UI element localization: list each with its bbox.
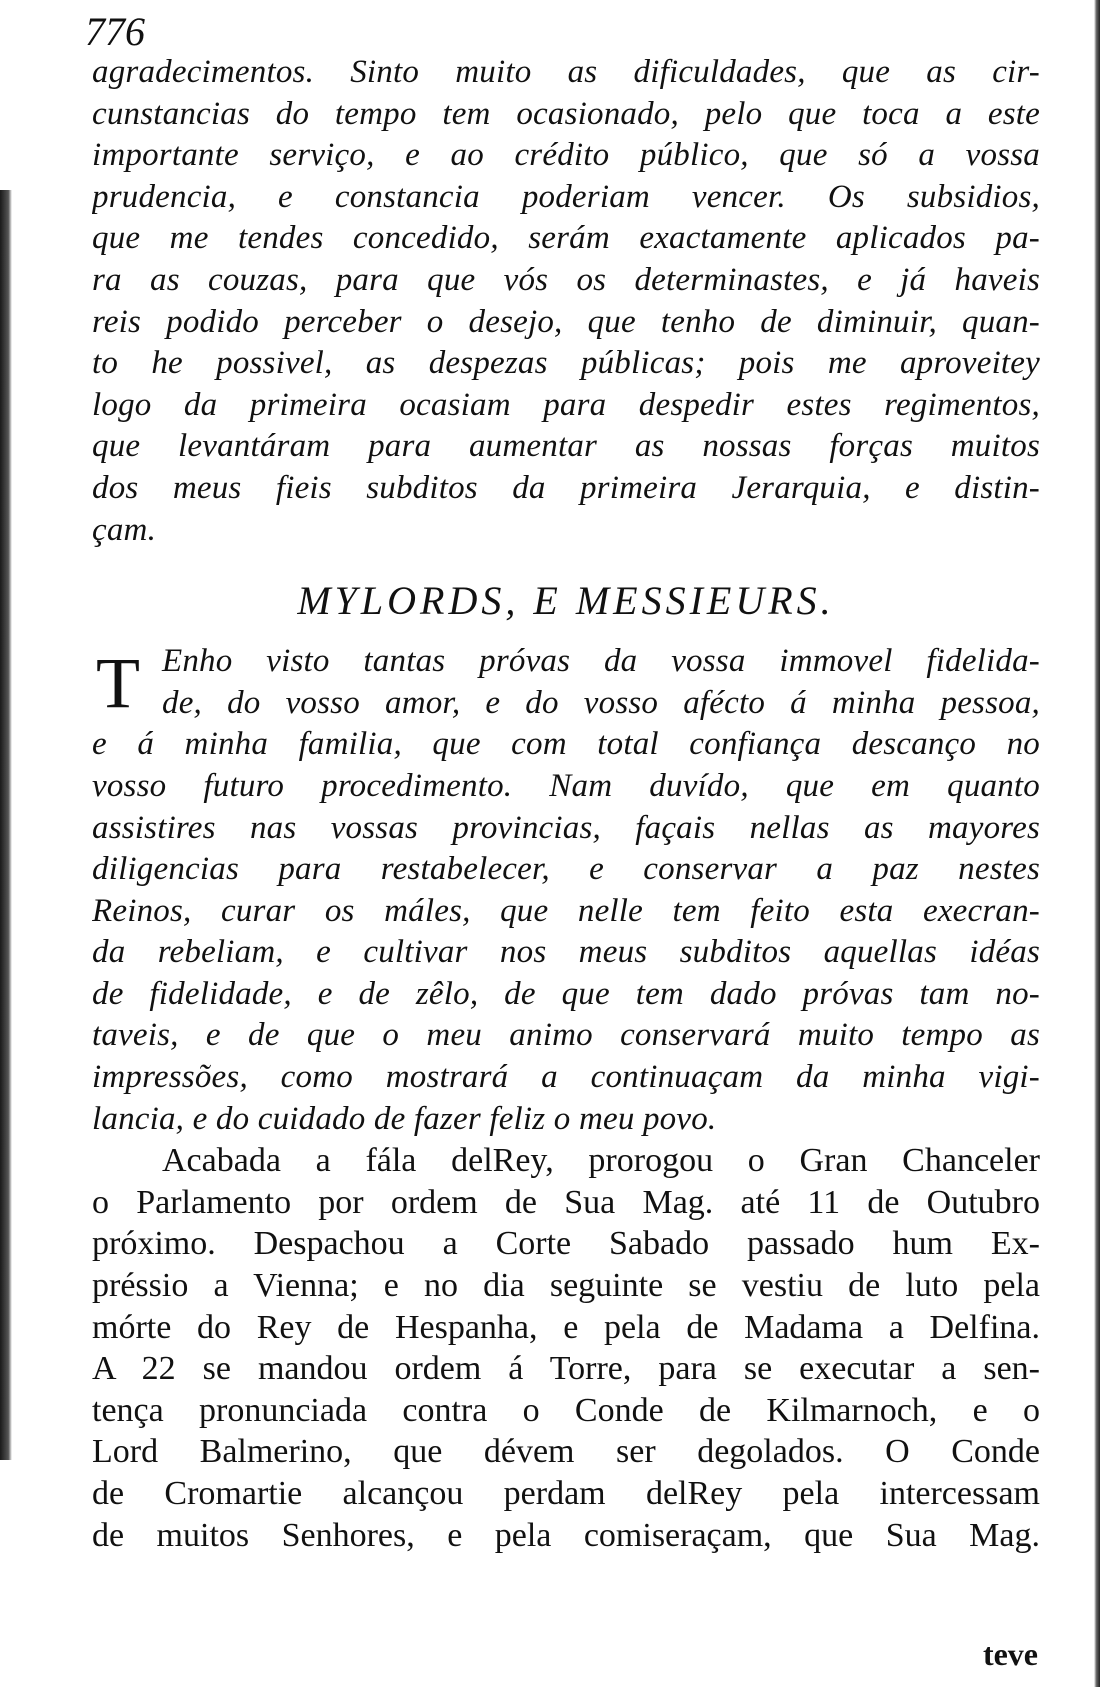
text-line: diligencias para restabelecer, e conservar a paz nestes	[92, 851, 1040, 888]
text-line: tença pronunciada contra o Conde de Kilmarnoch, e o	[92, 1391, 1040, 1429]
narrative-paragraph	[92, 1140, 1040, 1556]
text-line: que me tendes concedido, serám exactamente aplicados pa-	[92, 220, 1040, 257]
text-line: o Parlamento por ordem de Sua Mag. até 11 de Outubro	[92, 1183, 1040, 1221]
speech-paragraph	[92, 641, 1040, 1140]
catchword: teve	[982, 1636, 1038, 1672]
text-line: ra as couzas, para que vós os determinastes, e já haveis	[92, 261, 1040, 298]
left-page-edge	[0, 190, 12, 1460]
text-line: prudencia, e constancia poderiam vencer. Os subsidios,	[92, 178, 1040, 215]
text-line: çam.	[92, 511, 157, 548]
text-line: de muitos Senhores, e pela comiseraçam, que Sua Mag.	[92, 1516, 1040, 1554]
text-line: de fidelidade, e de zêlo, de que tem dado próvas tam no-	[92, 975, 1040, 1012]
text-line: to he possivel, as despezas públicas; pois me aproveitey	[92, 345, 1040, 382]
text-line: reis podido perceber o desejo, que tenho de diminuir, quan-	[92, 303, 1040, 340]
text-line: Reinos, curar os máles, que nelle tem feito esta execran-	[92, 892, 1040, 929]
text-line: Enho visto tantas próvas da vossa immovel fidelida-	[162, 643, 1040, 680]
text-line: mórte do Rey de Hespanha, e pela de Madama a Delfina.	[92, 1308, 1040, 1346]
text-line: que levantáram para aumentar as nossas forças muitos	[92, 428, 1040, 465]
text-line: lancia, e do cuidado de fazer feliz o meu povo.	[92, 1100, 717, 1137]
text-line: dos meus fieis subditos da primeira Jerarquia, e distin-	[92, 469, 1040, 506]
text-line: vosso futuro procedimento. Nam duvído, que em quanto	[92, 767, 1040, 804]
right-page-edge	[1094, 0, 1100, 1687]
text-line: impressões, como mostrará a continuaçam da minha vigi-	[92, 1059, 1040, 1096]
text-line: importante serviço, e ao crédito público, que só a vossa	[92, 137, 1040, 174]
drop-cap: T	[96, 643, 141, 724]
text-line: taveis, e de que o meu animo conservará muito tempo as	[92, 1017, 1040, 1054]
text-line: logo da primeira ocasiam para despedir estes regimentos,	[92, 386, 1040, 423]
closing-of-previous-speech	[92, 52, 1040, 551]
page-body	[92, 52, 1040, 1556]
text-line: assistires nas vossas provincias, façais nellas as mayores	[92, 809, 1040, 846]
text-line: préssio a Vienna; e no dia seguinte se vestiu de luto pela	[92, 1267, 1040, 1305]
text-line: A 22 se mandou ordem á Torre, para se executar a sen-	[92, 1350, 1040, 1388]
text-line: da rebeliam, e cultivar nos meus subditos aquellas idéas	[92, 934, 1040, 971]
section-heading: MYLORDS, E MESSIEURS.	[297, 578, 835, 624]
text-line: de Cromartie alcançou perdam delRey pela intercessam	[92, 1475, 1040, 1512]
page-number: 776	[85, 9, 145, 54]
text-line: cunstancias do tempo tem ocasionado, pelo que toca a este	[92, 95, 1040, 132]
text-line: próximo. Despachou a Corte Sabado passado hum Ex-	[92, 1225, 1040, 1263]
text-line: de, do vosso amor, e do vosso afécto á minha pessoa,	[162, 684, 1040, 721]
text-line: e á minha familia, que com total confiança descanço no	[92, 726, 1040, 763]
text-line: agradecimentos. Sinto muito as dificuldades, que as cir-	[92, 54, 1040, 90]
text-line: Lord Balmerino, que dévem ser degolados. O Conde	[92, 1433, 1040, 1471]
text-line: Acabada a fála delRey, prorogou o Gran Chanceler	[162, 1142, 1040, 1180]
